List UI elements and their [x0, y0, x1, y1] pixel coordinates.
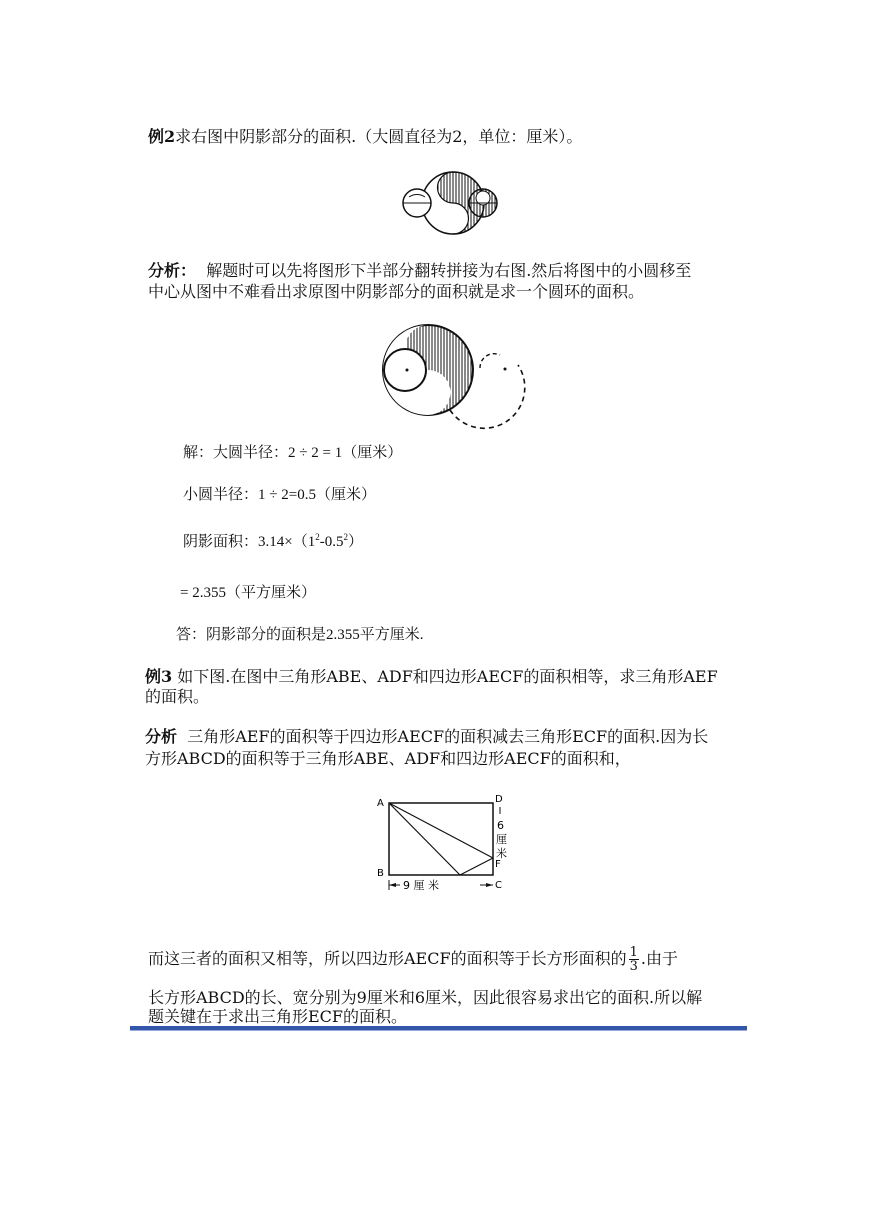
inner-circle — [384, 349, 426, 391]
example2-label: 例2 — [148, 127, 176, 146]
center-dot — [406, 369, 409, 372]
label-height-num: 6 — [497, 819, 504, 832]
solution-line2: 小圆半径：1 ÷ 2=0.5（厘米） — [183, 487, 376, 503]
analysis2-line2: 方形ABCD的面积等于三角形ABE、ADF和四边形AECF的面积和， — [145, 749, 631, 768]
conclusion-text1-post: .由于 — [640, 949, 678, 968]
solution-line3-pre: 阴影面积：3.14×（1 — [183, 534, 316, 550]
analysis1-line2: 中心从图中不难看出求原图中阴影部分的面积就是求一个圆环的面积。 — [148, 282, 645, 301]
label-f: F — [495, 859, 501, 870]
label-b: B — [377, 868, 384, 879]
rectangle-abcd — [389, 803, 493, 875]
label-height-u2: 米 — [496, 847, 507, 860]
solution-line3-mid: -0.5 — [319, 534, 344, 550]
example3-line2: 的面积。 — [145, 687, 210, 706]
figure-circles-original — [395, 168, 515, 238]
example2-line — [148, 126, 582, 148]
example3-text1: 如下图.在图中三角形ABE、ADF和四边形AECF的面积相等，求三角形AEF — [177, 667, 718, 686]
analysis1-text1: 解题时可以先将图形下半部分翻转拼接为右图.然后将图中的小圆移至 — [206, 261, 692, 280]
analysis1-label: 分析： — [148, 261, 197, 280]
fraction-denominator: 3 — [629, 959, 638, 974]
example3-line1 — [145, 666, 718, 688]
conclusion-line2: 长方形ABCD的长、宽分别为9厘米和6厘米，因此很容易求出它的面积.所以解 — [148, 988, 703, 1007]
analysis2-line1 — [145, 726, 708, 748]
example3-label: 例3 — [145, 667, 173, 686]
analysis1-line1 — [148, 260, 691, 282]
bottom-rule-highlight — [130, 1030, 747, 1031]
analysis2-text1: 三角形AEF的面积等于四边形AECF的面积减去三角形ECF的面积.因为长 — [187, 727, 709, 746]
solution-line1: 解：大圆半径：2 ÷ 2 = 1（厘米） — [183, 445, 403, 461]
solution-line3-post: ） — [347, 534, 363, 550]
label-c: C — [495, 880, 502, 891]
solution-line4: = 2.355（平方厘米） — [180, 585, 316, 601]
solution-answer: 答：阴影部分的面积是2.355平方厘米. — [176, 627, 424, 643]
conclusion-line1 — [148, 946, 678, 973]
conclusion-line3: 题关键在于求出三角形ECF的面积。 — [148, 1007, 408, 1026]
conclusion-text1: 而这三者的面积又相等，所以四边形AECF的面积等于长方形面积的 — [148, 949, 627, 968]
fraction-numerator: 1 — [629, 945, 638, 960]
analysis2-label: 分析 — [145, 727, 178, 746]
label-width: 9 厘 米 — [403, 879, 439, 892]
label-d: D — [495, 794, 503, 805]
solution-line3 — [183, 526, 363, 553]
solution-sup2: 2 — [343, 532, 348, 542]
figure-rectangle — [372, 792, 522, 897]
figure-annulus — [380, 320, 530, 420]
solution-sup1: 2 — [315, 532, 320, 542]
fraction-one-third — [629, 946, 639, 973]
example2-text: 求右图中阴影部分的面积.（大圆直径为2，单位：厘米）。 — [175, 127, 583, 146]
label-height-u1: 厘 — [496, 833, 507, 846]
label-a: A — [377, 798, 384, 809]
